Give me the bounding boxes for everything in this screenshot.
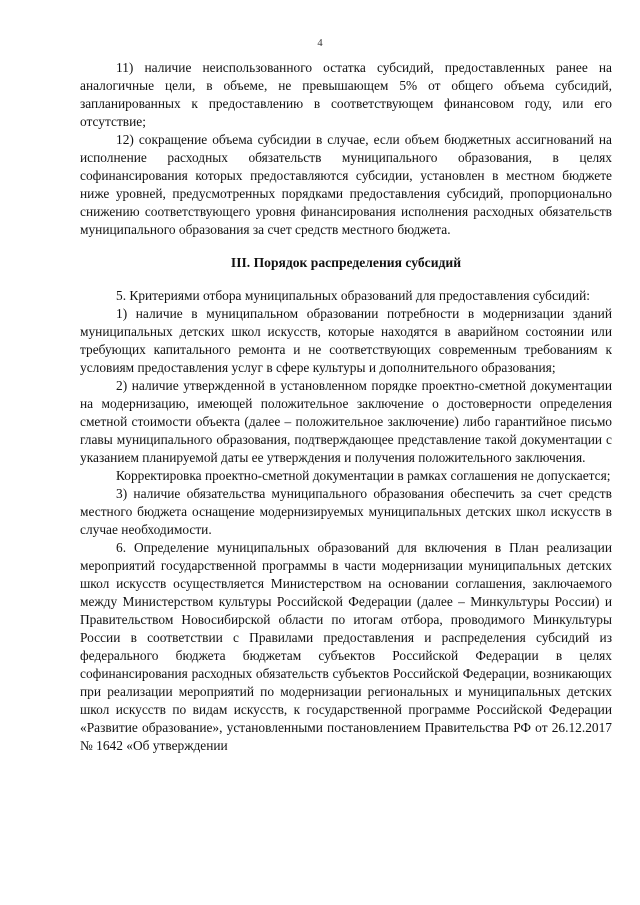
page-number: 4 <box>317 38 323 49</box>
paragraph-criterion-2: 2) наличие утвержденной в установленном порядке проектно-сметной документации на модернизацию, имеющей положительное заключение о достоверности определения сметной стоимости объекта (далее – положительное заключение) либо гарантийное письмо главы муниципального образования, подтверждающее представление такой документации с указанием планируемой даты ее утверждения и получения положительного заключения. <box>80 378 612 465</box>
paragraph-clause-5: 5. Критериями отбора муниципальных образований для предоставления субсидий: <box>116 288 590 303</box>
section-heading: III. Порядок распределения субсидий <box>230 255 462 270</box>
paragraph-clause-6: 6. Определение муниципальных образований для включения в План реализации мероприятий государственной программы в части модернизации муниципальных детских школ искусств осуществляется Министерством на основании соглашения, заключаемого между Министерством культуры Российской Федерации (далее – Минкультуры России) и Правительством Новосибирской области по итогам отбора, проводимого Минкультуры России в соответствии с Правилами предоставления и распределения субсидий из федерального бюджета бюджетам субъектов Российской Федерации в целях софинансирования расходных обязательств субъектов Российской Федерации, возникающих при реализации мероприятий по модернизации региональных и муниципальных детских школ искусств по видам искусств, к государственной программе Российской Федерации «Развитие образование», установленными постановлением Правительства РФ от 26.12.2017 № 1642 «Об утверждении <box>80 540 612 753</box>
paragraph-item-11: 11) наличие неиспользованного остатка субсидий, предоставленных ранее на аналогичные цели, в объеме, не превышающем 5% от общего объема субсидий, запланированных к предоставлению в соответствующем финансовом году, или его отсутствие; <box>80 60 612 129</box>
paragraph-correction-note: Корректировка проектно-сметной документации в рамках соглашения не допускается; <box>116 468 611 483</box>
paragraph-criterion-1: 1) наличие в муниципальном образовании потребности в модернизации зданий муниципальных детских школ искусств, которые находятся в аварийном состоянии или требующих капитального ремонта и не соответствующих современным требованиям к условиям предоставления услуг в сфере культуры и дополнительного образования; <box>80 306 612 375</box>
document-body <box>80 59 612 755</box>
paragraph-item-12: 12) сокращение объема субсидии в случае, если объем бюджетных ассигнований на исполнение расходных обязательств муниципального образования, в целях софинансирования которых предоставляются субсидии, установлен в местном бюджете ниже уровней, предусмотренных порядками предоставления субсидий, пропорционально снижению соответствующего уровня финансирования исполнения расходных обязательств муниципального образования за счет средств местного бюджета. <box>80 132 612 237</box>
paragraph-criterion-3: 3) наличие обязательства муниципального образования обеспечить за счет средств местного бюджета оснащение модернизируемых муниципальных детских школ искусств в случае необходимости. <box>80 486 612 537</box>
